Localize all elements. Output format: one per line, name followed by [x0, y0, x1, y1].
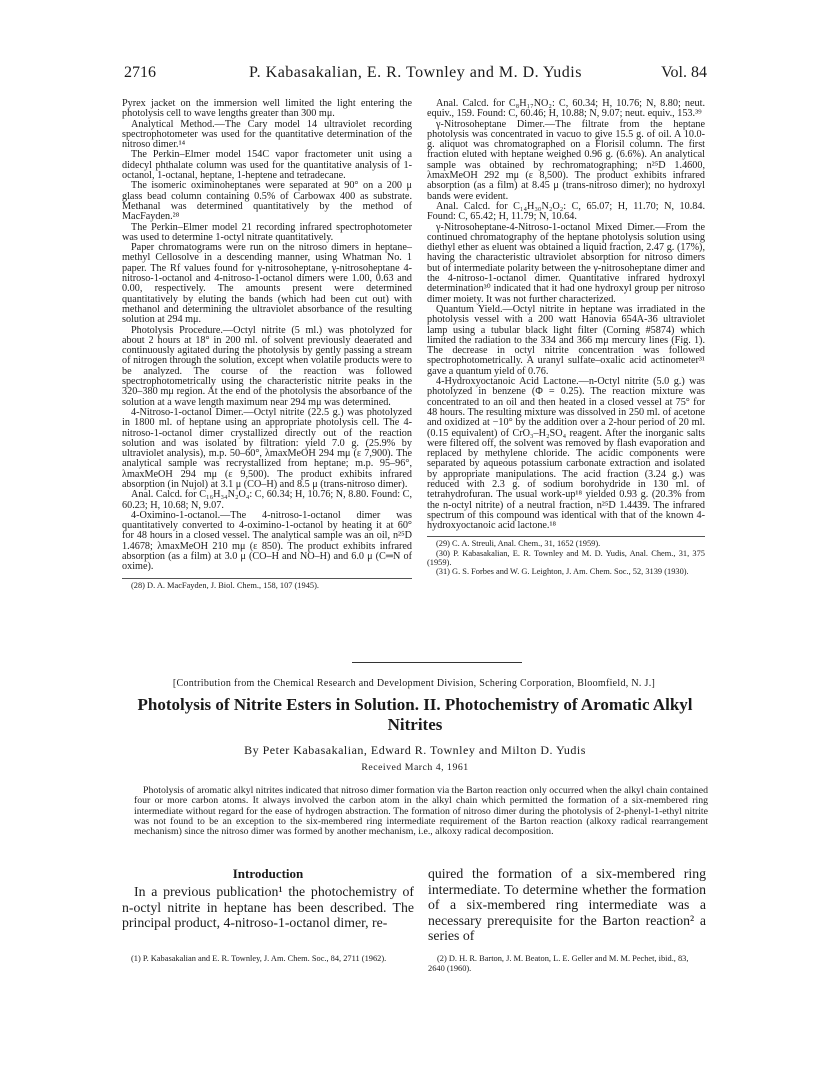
intro-left	[122, 884, 414, 931]
paragraph: Anal. Calcd. for C₁₆H₃₄N₂O₄: C, 60.34; H, 10.76; N, 8.80. Found: C, 60.23; H, 10.68; N, 9.07.	[122, 489, 412, 511]
paragraph: Paper chromatograms were run on the nitroso dimers in heptane–methyl Cellosolve in a descending manner, using Whatman No. 1 paper. The Rf values found for γ-nitrosoheptane, γ-nitrosoheptane 4-nitroso-1-octanol and 4-nitroso-1-octanol dimers were 1.00, 0.63 and 0.00, respectively. The amounts present were determined quantitatively by eluting the bands (which had been cut out) with methanol and determining the ultraviolet absorbance of the resulting solution at 294 mμ.	[122, 242, 412, 326]
paragraph: The Perkin–Elmer model 21 recording infrared spectrophotometer was used to determine 1-octyl nitrate quantitatively.	[122, 221, 412, 243]
volume-label: Vol. 84	[661, 64, 707, 81]
footnote: (28) D. A. MacFayden, J. Biol. Chem., 158, 107 (1945).	[131, 580, 319, 590]
paragraph: Pyrex jacket on the immersion well limited the light entering the photolysis cell to wave lengths greater than 300 mμ.	[122, 98, 412, 120]
article-separator	[352, 662, 522, 663]
running-header	[124, 64, 707, 88]
bottom-footnote-left	[122, 954, 414, 964]
paragraph: Anal. Calcd. for C₈H₁₇NO₂: C, 60.34; H, 10.76; N, 8.80; neut. equiv., 159. Found: C, 60.46; H, 10.88; N, 9.07; neut. equiv., 153.³⁹	[427, 98, 705, 120]
footnote: (29) C. A. Streuli, Anal. Chem., 31, 1652 (1959).	[436, 539, 601, 549]
footnote: (2) D. H. R. Barton, J. M. Beaton, L. E. Geller and M. M. Pechet, ibid., 83, 2640 (1960).	[428, 954, 689, 973]
paragraph: 4-Hydroxyoctanoic Acid Lactone.—n-Octyl nitrite (5.0 g.) was photolyzed in benzene (Φ = 0.25). The reaction mixture was concentrated to an oil and then heated in a closed vessel at 75° for 48 hours. The resulting mixture was dissolved in 250 ml. of acetone and oxidized at −10° by the addition over a 2-hour period of 20 ml. (0.15 equivalent) of CrO₃–H₂SO₄ reagent. After the inorganic salts were filtered off, the solvent was removed by flash evaporation and replaced by methylene chloride. The acidic components were separated by aqueous potassium carbonate extraction and isolated by appropriate manipulations. The acid fraction (3.24 g.) was reduced with 2.3 g. of sodium borohydride in 130 ml. of tetrahydrofuran. The usual work-up¹⁸ yielded 0.93 g. (20.3% from the n-octyl nitrite) of a neutral fraction, n²⁵D 1.4439. The infrared spectrum of this compound was identical with that of the known 4-hydroxyoctanoic acid lactone.¹⁸	[427, 376, 705, 532]
paragraph: γ-Nitrosoheptane-4-Nitroso-1-octanol Mixed Dimer.—From the continued chromatography of the heptane photolysis solution using diethyl ether as eluent was obtained a liquid fraction, 2.47 g. (17%), having the characteristic ultraviolet absorption for nitroso dimers but of intermediate polarity between the γ-nitrosoheptane dimer and the 4-nitroso-1-octanol dimer. Quantitative infrared hydroxyl determination³⁰ indicated that it had one hydroxyl group per nitroso dimer moiety. It was not further characterized.	[427, 221, 705, 305]
right-footnotes	[427, 539, 705, 576]
intro-paragraph-continued: quired the formation of a six-membered ring intermediate. To determine whether the formation of a six-membered ring intermediate was a necessary prerequisite for the Barton reaction² a series of	[428, 866, 706, 943]
contribution-line: [Contribution from the Chemical Research and Development Division, Schering Corporation, Bloomfield, N. J.]	[172, 678, 656, 689]
paragraph: The isomeric oximinoheptanes were separated at 90° on a 200 μ glass bead column containing 0.5% of Carbowax 400 as substrate. Methanal was determined quantitatively by the method of MacFayden.²⁸	[122, 180, 412, 223]
footnote: (1) P. Kabasakalian and E. R. Townley, J. Am. Chem. Soc., 84, 2711 (1962).	[131, 954, 387, 963]
bottom-footnote-right	[428, 954, 706, 974]
left-column	[122, 99, 412, 590]
article-title: Photolysis of Nitrite Esters in Solution. II. Photochemistry of Aromatic Alkyl Nitrites	[137, 695, 693, 734]
footnote: (31) G. S. Forbes and W. G. Leighton, J. Am. Chem. Soc., 52, 3139 (1930).	[436, 567, 689, 577]
footnote-rule	[122, 578, 412, 579]
paragraph: The Perkin–Elmer model 154C vapor fractometer unit using a didecyl phthalate column was used for the quantitative analysis of 1-octanol, 1-octanal, heptane, 1-heptene and tetradecane.	[122, 149, 412, 182]
paragraph: Analytical Method.—The Cary model 14 ultraviolet recording spectrophotometer was used for the quantitative determination of the nitroso dimer.¹⁴	[122, 118, 412, 151]
paragraph: Photolysis Procedure.—Octyl nitrite (5 ml.) was photolyzed for about 2 hours at 18° in 200 ml. of solvent previously deaerated and continuously agitated during the photolysis by gently passing a stream of nitrogen through the solution, except when volatile products were to be analyzed. The course of the reaction was followed spectrophotometrically using the characteristic nitrite peaks in the 320–380 mμ region. At the end of the photolysis the absorbance of the solution at a wave length maximum near 294 mμ was determined.	[122, 324, 412, 408]
page-number: 2716	[124, 64, 156, 81]
intro-paragraph: In a previous publication¹ the photochemistry of n-octyl nitrite in heptane has been described. The principal product, 4-nitroso-1-octanol dimer, re-	[122, 884, 414, 930]
paragraph: 4-Nitroso-1-octanol Dimer.—Octyl nitrite (22.5 g.) was photolyzed in 1800 ml. of heptane using an appropriate photolysis cell. The 4-nitroso-1-octanol dimer crystallized directly out of the reaction solution and was isolated by filtration: yield 7.0 g. (25.9% by ultraviolet analysis), m.p. 50–60°, λmaxMeOH 294 mμ (ε 7,900). The analytical sample was recrystallized from heptane; m.p. 95–96°, λmaxMeOH 294 mμ (ε 9,500). The product exhibits infrared absorption (in Nujol) at 3.1 μ (CO–H) and 8.5 μ (trans-nitroso dimer).	[122, 406, 412, 490]
right-column	[427, 99, 705, 576]
paragraph: 4-Oximino-1-octanol.—The 4-nitroso-1-octanol dimer was quantitatively converted to 4-oximino-1-octanol by heating it at 60° for 48 hours in a closed vessel. The analytical sample was an oil, n²⁵D 1.4678; λmaxMeOH 210 mμ (ε 850). The product exhibits infrared absorption (as a film) at 3.0 μ (CO–H and NO–H) and 6.0 μ (C═N of oxime).	[122, 509, 412, 573]
paragraph: γ-Nitrosoheptane Dimer.—The filtrate from the heptane photolysis was concentrated in vacuo to give 15.5 g. of oil. A 10.0-g. aliquot was chromatographed on a Florisil column. The first fraction eluted with heptane weighed 0.96 g. (6.6%). An analytical sample was obtained by rechromatographing; n²⁵D 1.4600, λmaxMeOH 292 mμ (ε 8,500). The product exhibits infrared absorption (as a film) at 8.45 μ (trans-nitroso dimer); no hydroxyl bands were evident.	[427, 118, 705, 202]
author-line: By Peter Kabasakalian, Edward R. Townley and Milton D. Yudis	[244, 743, 586, 757]
left-footnotes	[122, 581, 412, 590]
abstract: Photolysis of aromatic alkyl nitrites indicated that nitroso dimer formation via the Barton reaction only occurred when the alkyl chain contained four or more carbon atoms. It always involved the carbon atom in the alkyl chain which permitted the formation of a six-membered ring intermediate without regard for the ease of hydrogen abstraction. The formation of nitroso dimer during the photolysis of 2-phenyl-1-ethyl nitrite was not found to be an exception to the six-membered ring intermediate requirement of the Barton reaction (alkoxy radical rearrangement mechanism) since the nitroso dimer was formed by another mechanism, i.e., alkoxy radical decomposition.	[134, 785, 708, 838]
paragraph: Anal. Calcd. for C₁₄H₃₀N₂O₂: C, 65.07; H, 11.70; N, 10.84. Found: C, 65.42; H, 11.79; N, 10.64.	[427, 200, 705, 223]
running-title: P. Kabasakalian, E. R. Townley and M. D. Yudis	[249, 64, 582, 81]
section-heading: Introduction	[232, 866, 304, 881]
received-date: Received March 4, 1961	[361, 762, 469, 773]
paragraph: Quantum Yield.—Octyl nitrite in heptane was irradiated in the photolysis vessel with a 200 watt Hanovia 654A-36 ultraviolet lamp using a tubular black light filter (Corning #5874) which limited the radiation to the 334 and 366 mμ mercury lines (Fig. 1). The decrease in octyl nitrite concentration was followed spectrophotometrically. A uranyl sulfate–oxalic acid actinometer³¹ gave a quantum yield of 0.76.	[427, 303, 705, 377]
intro-right	[428, 866, 706, 944]
right-body	[427, 99, 705, 531]
left-body	[122, 99, 412, 573]
footnote: (30) P. Kabasakalian, E. R. Townley and M. D. Yudis, Anal. Chem., 31, 375 (1959).	[427, 548, 705, 567]
footnote-rule	[427, 536, 705, 537]
